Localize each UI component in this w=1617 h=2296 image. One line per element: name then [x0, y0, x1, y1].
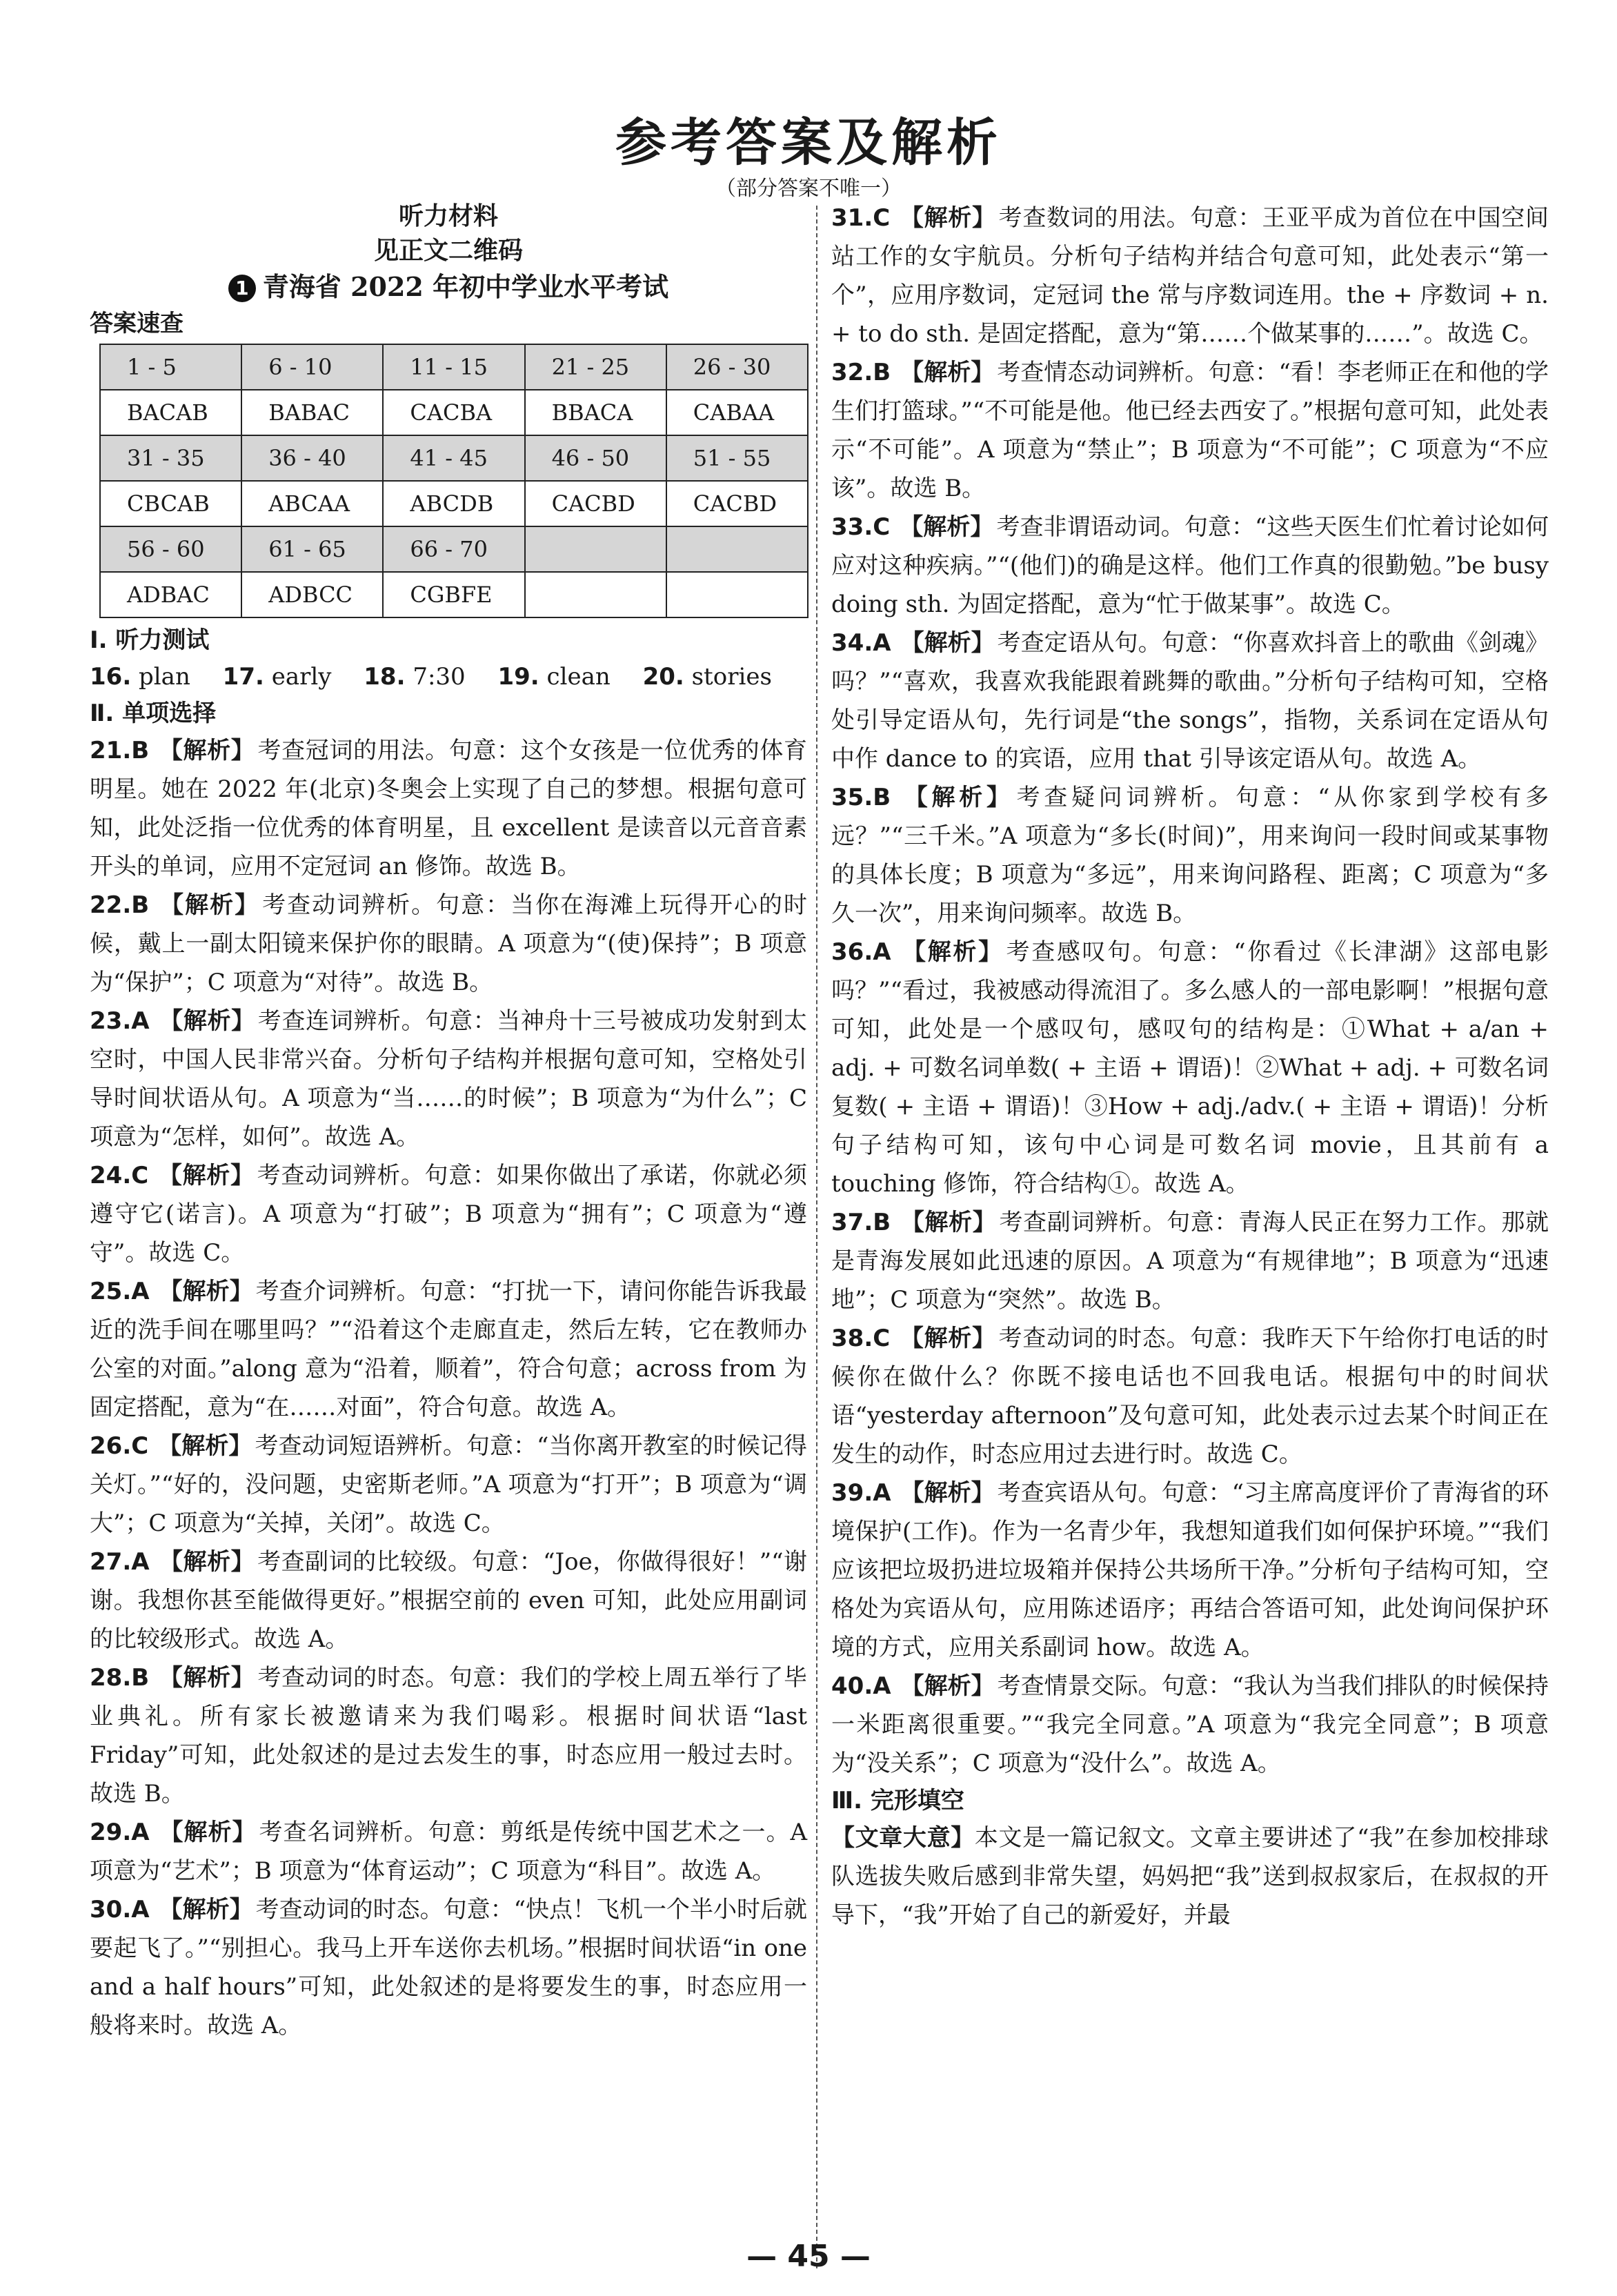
question-number: 33.: [831, 513, 873, 541]
answer-text: plan: [139, 663, 190, 691]
question-number: 36.: [831, 938, 873, 966]
table-cell: ADBAC: [100, 572, 241, 617]
answer-item: [90, 886, 807, 1002]
table-cell: 21 - 25: [525, 344, 666, 390]
cloze-summary: [831, 1819, 1549, 1934]
explanation-text: 考查定语从句。句意：“你喜欢抖音上的歌曲《剑魂》吗？”“喜欢，我喜欢我能跟着跳舞的歌曲。”分析句子结构可知，空格处引导定语从句，先行词是“the songs”，指物，关系词在定语从句中作 dance to 的宾语，应用 that 引导该定语从句。故选 A。: [831, 629, 1549, 773]
explanation-text: 考查情态动词辨析。句意：“看！李老师正在和他的学生们打篮球。”“不可能是他。他已经去西安了。”根据句意可知，此处表示“不可能”。A 项意为“禁止”；B 项意为“不可能”；C 项意为“不应该”。故选 B。: [831, 359, 1549, 502]
left-answer-list: [90, 731, 807, 2045]
answer-item: [90, 1002, 807, 1156]
question-number: 21.: [90, 737, 132, 764]
explanation-text: 考查动词的时态。句意：“快点！飞机一个半小时后就要起飞了。”“别担心。我马上开车送你去机场。”根据时间状语“in one and a half hours”可知，此处叙述的是将要发生的事，时态应用一般将来时。故选 A。: [90, 1896, 807, 2039]
answer-item: [90, 1427, 807, 1543]
analysis-tag: 【解析】: [900, 784, 1014, 811]
question-number: 24.: [90, 1162, 132, 1189]
table-row: [100, 481, 808, 526]
table-cell: 36 - 40: [241, 435, 383, 481]
analysis-tag: 【解析】: [900, 938, 1004, 966]
table-cell: 6 - 10: [241, 344, 383, 390]
explanation-text: 考查名词辨析。句意：剪纸是传统中国艺术之一。A 项意为“艺术”；B 项意为“体育运动”；C 项意为“科目”。故选 A。: [90, 1819, 807, 1885]
explanation-text: 考查副词的比较级。句意：“Joe，你做得很好！”“谢谢。我想你甚至能做得更好。”根据空前的 even 可知，此处应用副词的比较级形式。故选 A。: [90, 1548, 807, 1653]
answer-text: stories: [691, 663, 772, 691]
analysis-tag: 【解析】: [159, 1278, 253, 1305]
table-cell: 46 - 50: [525, 435, 666, 481]
table-cell: ABCAA: [241, 481, 383, 526]
explanation-text: 考查副词辨析。句意：青海人民正在努力工作。那就是青海发展如此迅速的原因。A 项意为“有规律地”；B 项意为“迅速地”；C 项意为“突然”。故选 B。: [831, 1209, 1549, 1314]
answer-item: [831, 778, 1549, 933]
table-cell: 66 - 70: [383, 526, 524, 572]
qr-note: 见正文二维码: [373, 236, 523, 265]
right-answer-list: [831, 199, 1549, 1783]
answer-item: [831, 508, 1549, 624]
answer-item: [831, 933, 1549, 1203]
analysis-tag: 【解析】: [900, 1325, 996, 1352]
listening-answers: [90, 658, 807, 695]
explanation-text: 考查动词的时态。句意：我们的学校上周五举行了毕业典礼。所有家长被邀请来为我们喝彩。根据时间状语“last Friday”可知，此处叙述的是过去发生的事，时态应用一般过去时。故选 B。: [90, 1664, 808, 1808]
explanation-text: 考查疑问词辨析。句意：“从你家到学校有多远？”“三千米。”A 项意为“多长(时间)”，用来询问一段时间或某事物的具体长度；B 项意为“多远”，用来询问路程、距离；C 项意为“多久一次”，用来询问频率。故选 B。: [831, 784, 1549, 927]
table-cell: 56 - 60: [100, 526, 241, 572]
answer-letter: A: [131, 1896, 150, 1923]
table-row: [100, 344, 808, 390]
table-cell: [666, 572, 808, 617]
table-cell: BACAB: [100, 390, 241, 435]
answer-item: [90, 1156, 807, 1272]
analysis-tag: 【解析】: [159, 1896, 253, 1923]
analysis-tag: 【解析】: [900, 1672, 995, 1700]
table-cell: CGBFE: [383, 572, 524, 617]
answer-item: [831, 1474, 1549, 1667]
explanation-text: 考查冠词的用法。句意：这个女孩是一位优秀的体育明星。她在 2022 年(北京)冬奥会上实现了自己的梦想。根据句意可知，此处泛指一位优秀的体育明星，且 excellent 是读音以元音音素开头的单词，应用不定冠词 an 修饰。故选 B。: [90, 737, 808, 880]
question-number: 27.: [90, 1548, 132, 1576]
explanation-text: 考查宾语从句。句意：“习主席高度评价了青海省的环境保护(工作)。作为一名青少年，我想知道我们如何保护环境。”“我们应该把垃圾扔进垃圾箱并保持公共场所干净。”分析句子结构可知，空格处为宾语从句，应用陈述语序；再结合答语可知，此处询问保护环境的方式，应用关系副词 how。故选 A。: [831, 1479, 1549, 1661]
question-number: 26.: [90, 1432, 132, 1460]
exam-heading: [90, 268, 807, 306]
answer-letter: B: [131, 891, 150, 919]
question-number: 25.: [90, 1278, 132, 1305]
section-listening: Ⅰ. 听力测试: [90, 626, 210, 654]
answer-item: [831, 1319, 1549, 1474]
analysis-tag: 【解析】: [900, 629, 995, 657]
answer-letter: B: [873, 1209, 891, 1236]
explanation-text: 考查感叹句。句意：“你看过《长津湖》这部电影吗？”“看过，我被感动得流泪了。多么感人的一部电影啊！”根据句意可知，此处是一个感叹句，感叹句的结构是：①What + a/an + adj. + 可数名词单数( + 主语 + 谓语)！②What + adj. + 可数名词复数( + 主语 + 谓语)！③How + adj./adv.( + 主语 + 谓语)！分析句子结构可知，该句中心词是可数名词 movie，且其前有 a touching 修饰，符合结构①。故选 A。: [831, 938, 1549, 1198]
question-number: 18.: [364, 663, 406, 691]
answer-item: [831, 199, 1549, 353]
analysis-tag: 【解析】: [900, 204, 996, 232]
table-cell: [525, 572, 666, 617]
analysis-tag: 【解析】: [159, 1664, 255, 1692]
question-number: 40.: [831, 1672, 873, 1700]
explanation-text: 考查连词辨析。句意：当神舟十三号被成功发射到太空时，中国人民非常兴奋。分析句子结构并根据句意可知，空格处引导时间状语从句。A 项意为“当……的时候”；B 项意为“为什么”；C 项意为“怎样，如何”。故选 A。: [90, 1007, 808, 1151]
table-cell: BABAC: [241, 390, 383, 435]
table-row: [100, 435, 808, 481]
answer-letter: A: [131, 1819, 150, 1846]
summary-text: 本文是一篇记叙文。文章主要讲述了“我”在参加校排球队选拔失败后感到非常失望，妈妈把“我”送到叔叔家后，在叔叔的开导下，“我”开始了自己的新爱好，并最: [831, 1824, 1549, 1929]
listening-material-label: 听力材料: [398, 201, 498, 230]
analysis-tag: 【解析】: [159, 1819, 257, 1846]
question-number: 35.: [831, 784, 873, 811]
quick-check-label: 答案速查: [90, 310, 183, 337]
page-subtitle: （部分答案不唯一）: [715, 177, 902, 201]
analysis-tag: 【解析】: [159, 1007, 255, 1035]
question-number: 30.: [90, 1896, 132, 1923]
analysis-tag: 【解析】: [159, 891, 260, 919]
question-number: 32.: [831, 359, 873, 386]
table-cell: 26 - 30: [666, 344, 808, 390]
page-number: — 45 —: [746, 2239, 871, 2274]
table-cell: CABAA: [666, 390, 808, 435]
exam-title: 青海省 2022 年初中学业水平考试: [262, 271, 669, 302]
answer-letter: C: [873, 1325, 891, 1352]
table-cell: CBCAB: [100, 481, 241, 526]
answer-letter: C: [873, 204, 891, 232]
answer-letter: B: [131, 737, 150, 764]
analysis-tag: 【解析】: [900, 513, 994, 541]
answer-letter: C: [131, 1432, 149, 1460]
explanation-text: 考查动词辨析。句意：当你在海滩上玩得开心的时候，戴上一副太阳镜来保护你的眼睛。A 项意为“(使)保持”；B 项意为“保护”；C 项意为“对待”。故选 B。: [90, 891, 808, 996]
exam-number-badge: 1: [228, 275, 256, 302]
table-cell: [525, 526, 666, 572]
table-cell: 51 - 55: [666, 435, 808, 481]
answer-letter: B: [873, 359, 891, 386]
question-number: 31.: [831, 204, 873, 232]
answer-item: [831, 1667, 1549, 1783]
explanation-text: 考查非谓语动词。句意：“这些天医生们忙着讨论如何应对这种疾病。”“(他们)的确是这样。他们工作真的很勤勉。”be busy doing sth. 为固定搭配，意为“忙于做某事”。故选 C。: [831, 513, 1549, 618]
question-number: 39.: [831, 1479, 873, 1507]
table-cell: 11 - 15: [383, 344, 524, 390]
page-title: 参考答案及解析: [615, 113, 1002, 172]
analysis-tag: 【解析】: [159, 1548, 255, 1576]
explanation-text: 考查介词辨析。句意：“打扰一下，请问你能告诉我最近的洗手间在哪里吗？”“沿着这个走廊直走，然后左转，它在教师办公室的对面。”along 意为“沿着，顺着”，符合句意；across from 为固定搭配，意为“在……对面”，符合句意。故选 A。: [90, 1278, 807, 1421]
table-cell: CACBD: [666, 481, 808, 526]
answer-letter: B: [873, 784, 891, 811]
section-single-choice: Ⅱ. 单项选择: [90, 700, 217, 727]
answer-letter: A: [131, 1548, 150, 1576]
answer-item: [90, 1543, 807, 1659]
question-number: 37.: [831, 1209, 873, 1236]
table-cell: 1 - 5: [100, 344, 241, 390]
question-number: 34.: [831, 629, 873, 657]
question-number: 29.: [90, 1819, 132, 1846]
answer-letter: C: [873, 513, 891, 541]
answer-letter: A: [873, 1479, 891, 1507]
question-number: 22.: [90, 891, 132, 919]
explanation-text: 考查数词的用法。句意：王亚平成为首位在中国空间站工作的女宇航员。分析句子结构并结合句意可知，此处表示“第一个”，应用序数词，定冠词 the 常与序数词连用。the + 序数词 + n. + to do sth. 是固定搭配，意为“第……个做某事的……”。故选 C。: [831, 204, 1549, 348]
question-number: 19.: [497, 663, 539, 691]
table-cell: 61 - 65: [241, 526, 383, 572]
answer-item: [90, 1272, 807, 1427]
answer-item: [90, 731, 807, 886]
answer-item: [831, 1203, 1549, 1319]
answer-text: early: [271, 663, 332, 691]
table-cell: ABCDB: [383, 481, 524, 526]
answer-letter: C: [131, 1162, 149, 1189]
table-cell: ADBCC: [241, 572, 383, 617]
table-cell: CACBD: [525, 481, 666, 526]
question-number: 28.: [90, 1664, 132, 1692]
analysis-tag: 【解析】: [900, 1479, 995, 1507]
analysis-tag: 【解析】: [900, 1209, 997, 1236]
answer-letter: A: [131, 1007, 150, 1035]
question-number: 16.: [90, 663, 132, 691]
table-cell: 41 - 45: [383, 435, 524, 481]
answer-table: [99, 344, 808, 618]
summary-label: 【文章大意】: [831, 1824, 975, 1852]
question-number: 38.: [831, 1325, 873, 1352]
answer-letter: A: [873, 1672, 891, 1700]
explanation-text: 考查动词短语辨析。句意：“当你离开教室的时候记得关灯。”“好的，没问题，史密斯老师。”A 项意为“打开”；B 项意为“调大”；C 项意为“关掉，关闭”。故选 C。: [90, 1432, 808, 1537]
analysis-tag: 【解析】: [900, 359, 995, 386]
table-row: [100, 390, 808, 435]
question-number: 20.: [642, 663, 684, 691]
table-row: [100, 572, 808, 617]
table-cell: [666, 526, 808, 572]
analysis-tag: 【解析】: [158, 1432, 252, 1460]
explanation-text: 考查动词辨析。句意：如果你做出了承诺，你就必须遵守它(诺言)。A 项意为“打破”；B 项意为“拥有”；C 项意为“遵守”。故选 C。: [90, 1162, 807, 1267]
right-column: [831, 199, 1549, 1934]
question-number: 17.: [222, 663, 264, 691]
column-divider: [816, 206, 819, 2268]
answer-item: [831, 353, 1549, 508]
answer-letter: A: [131, 1278, 150, 1305]
table-row: [100, 526, 808, 572]
table-cell: CACBA: [383, 390, 524, 435]
analysis-tag: 【解析】: [159, 737, 255, 764]
left-column: [90, 199, 807, 2045]
analysis-tag: 【解析】: [158, 1162, 255, 1189]
answer-letter: A: [873, 629, 891, 657]
answer-letter: B: [131, 1664, 150, 1692]
answer-text: 7:30: [413, 663, 466, 691]
explanation-text: 考查动词的时态。句意：我昨天下午给你打电话的时候你在做什么？你既不接电话也不回我电话。根据句中的时间状语“yesterday afternoon”及句意可知，此处表示过去某个时间正在发生的动作，时态应用过去进行时。故选 C。: [831, 1325, 1549, 1468]
answer-letter: A: [873, 938, 891, 966]
answer-item: [90, 1813, 807, 1890]
table-cell: 31 - 35: [100, 435, 241, 481]
explanation-text: 考查情景交际。句意：“我认为当我们排队的时候保持一米距离很重要。”“我完全同意。”A 项意为“我完全同意”；B 项意为“没关系”；C 项意为“没什么”。故选 A。: [831, 1672, 1549, 1777]
section-cloze: Ⅲ. 完形填空: [831, 1787, 964, 1814]
answer-text: clean: [546, 663, 611, 691]
question-number: 23.: [90, 1007, 132, 1035]
table-cell: BBACA: [525, 390, 666, 435]
answer-item: [90, 1890, 807, 2045]
answer-item: [90, 1659, 807, 1813]
answer-item: [831, 624, 1549, 778]
